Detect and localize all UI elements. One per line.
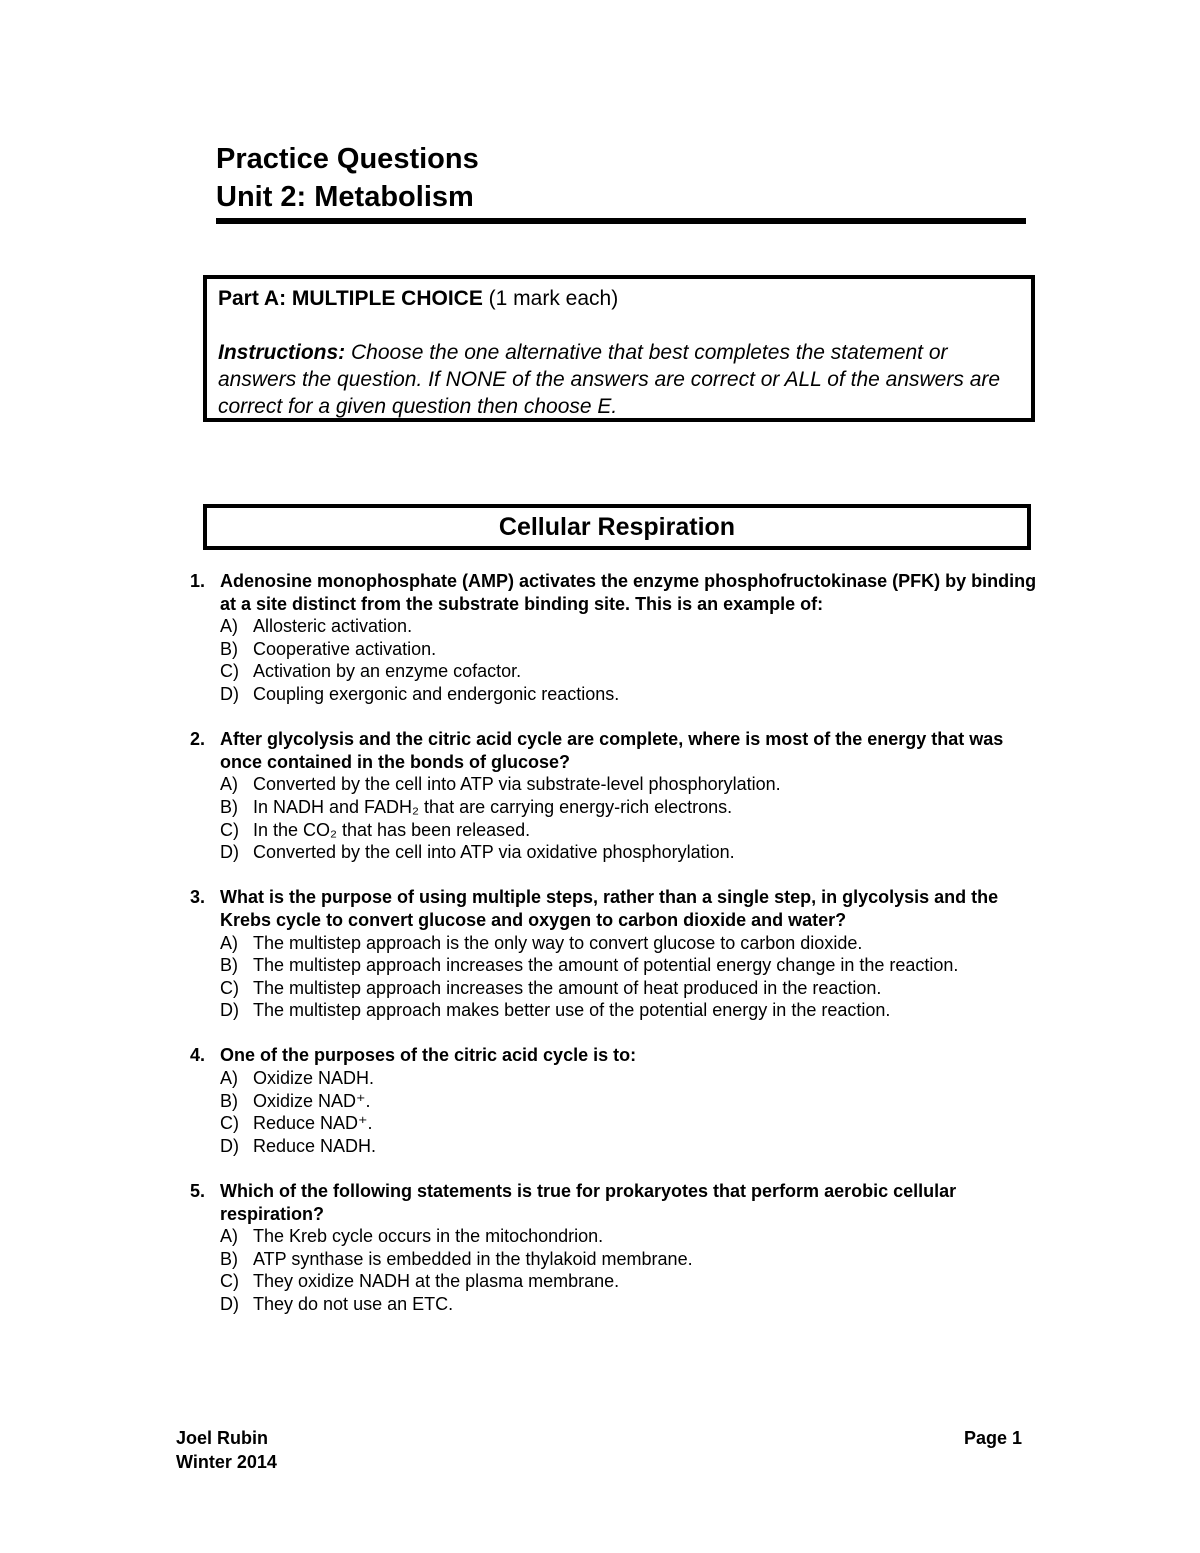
answer-option	[190, 1112, 1050, 1135]
question-stem	[190, 1180, 1050, 1225]
question-number: 2.	[190, 729, 206, 750]
answer-option	[190, 932, 1050, 955]
option-text: The multistep approach increases the amount of potential energy change in the reaction.	[253, 955, 959, 976]
option-text: They oxidize NADH at the plasma membrane.	[253, 1271, 620, 1292]
answer-option	[190, 660, 1050, 683]
option-letter: A)	[220, 774, 238, 795]
part-a-label: Part A: MULTIPLE CHOICE	[218, 287, 483, 310]
option-letter: C)	[220, 661, 239, 682]
option-text: Activation by an enzyme cofactor.	[253, 661, 522, 682]
question-text: Adenosine monophosphate (AMP) activates the enzyme phosphofructokinase (PFK) by binding at a site distinct from the substrate binding site. This is an example of:	[220, 571, 1037, 614]
option-letter: A)	[220, 932, 238, 953]
footer-term: Winter 2014	[176, 1452, 277, 1472]
question-5	[190, 1180, 1050, 1316]
answer-option	[190, 796, 1050, 819]
instructions-box	[203, 275, 1035, 422]
question-text: What is the purpose of using multiple steps, rather than a single step, in glycolysis and the Krebs cycle to convert glucose and oxygen to carbon dioxide and water?	[220, 887, 999, 930]
answer-option	[190, 1270, 1050, 1293]
answer-option	[190, 1067, 1050, 1090]
question-stem	[190, 1044, 1050, 1067]
question-list	[190, 570, 1050, 1338]
footer-left	[176, 1426, 277, 1474]
option-letter: B)	[220, 955, 238, 976]
option-letter: D)	[220, 1294, 239, 1314]
answer-option	[190, 1090, 1050, 1113]
question-3	[190, 886, 1050, 1022]
option-letter: C)	[220, 1271, 239, 1292]
option-text: They do not use an ETC.	[253, 1294, 454, 1314]
title-line-1: Practice Questions	[216, 143, 479, 175]
answer-option	[190, 773, 1050, 796]
question-number: 4.	[190, 1045, 206, 1066]
footer-author: Joel Rubin	[176, 1428, 269, 1448]
part-a-heading	[218, 285, 1021, 312]
answer-option	[190, 977, 1050, 1000]
answer-option	[190, 638, 1050, 661]
option-letter: C)	[220, 977, 239, 998]
question-2	[190, 728, 1050, 864]
option-letter: B)	[220, 796, 238, 817]
option-letter: B)	[220, 638, 238, 659]
option-letter: C)	[220, 1113, 239, 1134]
option-letter: B)	[220, 1248, 238, 1269]
option-letter: A)	[220, 616, 238, 637]
instructions-label: Instructions:	[218, 341, 346, 364]
option-text: Cooperative activation.	[253, 638, 437, 659]
instructions-body: Choose the one alternative that best completes the statement or answers the question. If NONE of the answers are correct or ALL of the answers are correct for a given question then choose E.	[218, 341, 1001, 418]
answer-option	[190, 819, 1050, 842]
question-text: One of the purposes of the citric acid cycle is to:	[220, 1045, 637, 1066]
option-letter: D)	[220, 842, 239, 863]
answer-option	[190, 841, 1050, 864]
part-a-marks: (1 mark each)	[482, 287, 619, 310]
option-text: Allosteric activation.	[253, 616, 413, 637]
answer-option	[190, 1293, 1050, 1316]
answer-option	[190, 1248, 1050, 1271]
option-letter: A)	[220, 1068, 238, 1089]
option-text: Reduce NADH.	[253, 1135, 377, 1156]
answer-option	[190, 954, 1050, 977]
option-letter: D)	[220, 1000, 239, 1021]
option-text: The multistep approach makes better use of the potential energy in the reaction.	[253, 1000, 891, 1021]
option-text: Converted by the cell into ATP via oxidative phosphorylation.	[253, 842, 735, 863]
option-text: ATP synthase is embedded in the thylakoid membrane.	[253, 1248, 693, 1269]
answer-option	[190, 999, 1050, 1022]
option-text: Coupling exergonic and endergonic reactions.	[253, 683, 620, 704]
question-number: 3.	[190, 887, 206, 908]
answer-option	[190, 683, 1050, 706]
option-text: Reduce NAD⁺.	[253, 1113, 373, 1134]
title-line-2: Unit 2: Metabolism	[216, 181, 474, 213]
question-number: 1.	[190, 571, 206, 591]
question-text: Which of the following statements is true for prokaryotes that perform aerobic cellular respiration?	[220, 1181, 957, 1224]
answer-option	[190, 1135, 1050, 1158]
option-letter: D)	[220, 683, 239, 704]
question-stem	[190, 570, 1050, 615]
option-letter: B)	[220, 1090, 238, 1111]
option-text: Oxidize NAD⁺.	[253, 1090, 371, 1111]
option-text: Oxidize NADH.	[253, 1068, 375, 1089]
answer-option	[190, 1225, 1050, 1248]
option-text: In NADH and FADH₂ that are carrying energy-rich electrons.	[253, 796, 733, 817]
footer-right	[964, 1426, 1022, 1450]
question-stem	[190, 728, 1050, 773]
option-text: The multistep approach increases the amount of heat produced in the reaction.	[253, 977, 882, 998]
option-letter: C)	[220, 819, 239, 840]
question-stem	[190, 886, 1050, 931]
option-text: In the CO₂ that has been released.	[253, 819, 531, 840]
question-1	[190, 570, 1050, 706]
footer-page-number: Page 1	[963, 1428, 1022, 1448]
option-letter: A)	[220, 1226, 238, 1247]
option-text: The multistep approach is the only way to convert glucose to carbon dioxide.	[253, 932, 863, 953]
question-text: After glycolysis and the citric acid cycle are complete, where is most of the energy that was once contained in the bonds of glucose?	[220, 729, 1004, 772]
instructions-text	[218, 339, 1021, 420]
option-text: Converted by the cell into ATP via substrate-level phosphorylation.	[253, 774, 781, 795]
question-number: 5.	[190, 1181, 206, 1202]
question-4	[190, 1044, 1050, 1157]
option-letter: D)	[220, 1135, 239, 1156]
section-heading: Cellular Respiration	[203, 504, 1031, 550]
page-title	[216, 140, 1026, 224]
answer-option	[190, 615, 1050, 638]
option-text: The Kreb cycle occurs in the mitochondrion.	[253, 1226, 604, 1247]
